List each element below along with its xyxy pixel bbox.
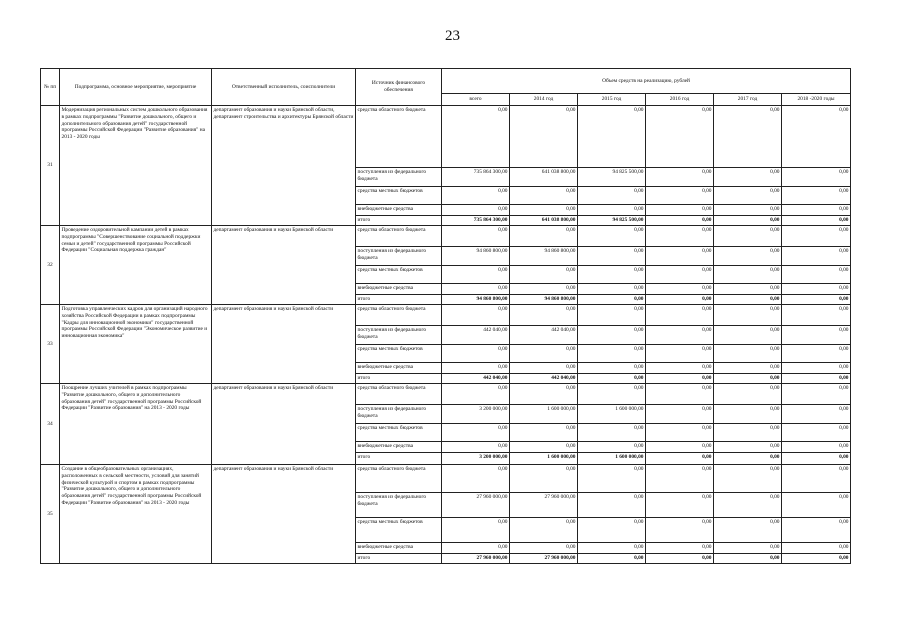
funding-source: средства областного бюджета xyxy=(356,106,442,168)
amount-cell: 0,00 xyxy=(442,363,510,374)
program-description: Модернизация региональных систем дошкольного образования в рамках подпрограммы "Развитие дошкольного, общего и дополнительного образования детей" государственной программы Российской Федерации "Развитие образования" на 2013 - 2020 годы xyxy=(60,106,212,226)
program-description: Проведение оздоровительной кампании детей в рамках подпрограммы "Совершенствование социальной поддержки семьи и детей" государственной программы Российской Федерации "Социальная поддержка граждан" xyxy=(60,226,212,305)
amount-cell: 442 040,00 xyxy=(510,326,578,345)
row-number: 34 xyxy=(41,384,60,465)
amount-cell: 0,00 xyxy=(442,424,510,442)
amount-cell: 0,00 xyxy=(714,216,782,226)
amount-cell: 0,00 xyxy=(578,345,646,363)
amount-cell: 0,00 xyxy=(714,205,782,216)
amount-cell: 0,00 xyxy=(714,266,782,284)
amount-cell: 0,00 xyxy=(578,205,646,216)
header-program: Подпрограмма, основное мероприятие, мероприятие xyxy=(60,69,212,106)
table-row xyxy=(41,305,851,326)
funding-source: поступления из федерального бюджета xyxy=(356,493,442,518)
funding-source: итого xyxy=(356,374,442,384)
amount-cell: 0,00 xyxy=(714,453,782,465)
amount-cell: 27 960 000,00 xyxy=(442,493,510,518)
header-source: Источник финансового обеспечения xyxy=(356,69,442,106)
amount-cell: 0,00 xyxy=(714,493,782,518)
header-2015: 2015 год xyxy=(578,94,646,106)
amount-cell: 0,00 xyxy=(646,187,714,205)
amount-cell: 0,00 xyxy=(782,106,851,168)
amount-cell: 0,00 xyxy=(578,226,646,247)
amount-cell: 0,00 xyxy=(510,518,578,543)
program-description: Поощрение лучших учителей в рамках подпрограммы "Развитие дошкольного, общего и дополнительного образования детей" государственной программы Российской Федерации "Развитие образования" на 2013 - 2020 годы xyxy=(60,384,212,465)
amount-cell: 0,00 xyxy=(782,326,851,345)
amount-cell: 94 860 800,00 xyxy=(442,295,510,305)
amount-cell: 0,00 xyxy=(714,374,782,384)
amount-cell: 0,00 xyxy=(442,305,510,326)
header-2017: 2017 год xyxy=(714,94,782,106)
amount-cell: 442 040,00 xyxy=(510,374,578,384)
funding-source: средства местных бюджетов xyxy=(356,518,442,543)
amount-cell: 0,00 xyxy=(714,384,782,405)
amount-cell: 0,00 xyxy=(782,284,851,295)
amount-cell: 0,00 xyxy=(714,424,782,442)
amount-cell: 94 860 800,00 xyxy=(510,247,578,266)
amount-cell: 0,00 xyxy=(578,465,646,493)
amount-cell: 0,00 xyxy=(782,442,851,453)
table-body xyxy=(41,106,851,564)
amount-cell: 0,00 xyxy=(782,465,851,493)
amount-cell: 0,00 xyxy=(646,405,714,424)
responsible-executor: департамент образования и науки Брянской области, департамент строительства и архитектуры Брянской области xyxy=(212,106,356,226)
amount-cell: 0,00 xyxy=(646,168,714,187)
amount-cell: 0,00 xyxy=(714,106,782,168)
amount-cell: 641 038 800,00 xyxy=(510,216,578,226)
amount-cell: 0,00 xyxy=(782,424,851,442)
amount-cell: 0,00 xyxy=(782,554,851,564)
header-no: № пп xyxy=(41,69,60,106)
amount-cell: 27 960 000,00 xyxy=(442,554,510,564)
amount-cell: 0,00 xyxy=(782,216,851,226)
amount-cell: 0,00 xyxy=(510,363,578,374)
funding-source: поступления из федерального бюджета xyxy=(356,405,442,424)
funding-source: итого xyxy=(356,295,442,305)
amount-cell: 0,00 xyxy=(510,205,578,216)
amount-cell: 442 040,00 xyxy=(442,374,510,384)
amount-cell: 0,00 xyxy=(442,106,510,168)
amount-cell: 1 600 000,00 xyxy=(578,453,646,465)
amount-cell: 0,00 xyxy=(646,384,714,405)
amount-cell: 0,00 xyxy=(782,384,851,405)
amount-cell: 0,00 xyxy=(646,326,714,345)
table-row xyxy=(41,465,851,493)
amount-cell: 0,00 xyxy=(782,493,851,518)
responsible-executor: департамент образования и науки Брянской области xyxy=(212,226,356,305)
amount-cell: 0,00 xyxy=(646,226,714,247)
amount-cell: 0,00 xyxy=(714,543,782,554)
amount-cell: 0,00 xyxy=(578,106,646,168)
amount-cell: 0,00 xyxy=(782,266,851,284)
amount-cell: 0,00 xyxy=(510,284,578,295)
table-row xyxy=(41,226,851,247)
funding-source: средства областного бюджета xyxy=(356,305,442,326)
amount-cell: 0,00 xyxy=(646,554,714,564)
funding-source: средства областного бюджета xyxy=(356,226,442,247)
amount-cell: 0,00 xyxy=(578,326,646,345)
funding-source: средства местных бюджетов xyxy=(356,266,442,284)
amount-cell: 0,00 xyxy=(714,518,782,543)
amount-cell: 0,00 xyxy=(714,554,782,564)
amount-cell: 0,00 xyxy=(510,187,578,205)
amount-cell: 0,00 xyxy=(714,363,782,374)
amount-cell: 0,00 xyxy=(782,168,851,187)
amount-cell: 0,00 xyxy=(510,345,578,363)
funding-source: средства местных бюджетов xyxy=(356,187,442,205)
amount-cell: 0,00 xyxy=(714,442,782,453)
row-number: 31 xyxy=(41,106,60,226)
amount-cell: 1 600 000,00 xyxy=(578,405,646,424)
funding-source: поступления из федерального бюджета xyxy=(356,247,442,266)
amount-cell: 0,00 xyxy=(646,295,714,305)
amount-cell: 735 864 300,00 xyxy=(442,216,510,226)
amount-cell: 94 860 800,00 xyxy=(442,247,510,266)
amount-cell: 0,00 xyxy=(578,266,646,284)
amount-cell: 0,00 xyxy=(714,168,782,187)
amount-cell: 0,00 xyxy=(782,345,851,363)
amount-cell: 0,00 xyxy=(510,465,578,493)
amount-cell: 0,00 xyxy=(578,374,646,384)
amount-cell: 0,00 xyxy=(510,424,578,442)
amount-cell: 0,00 xyxy=(646,363,714,374)
amount-cell: 0,00 xyxy=(782,374,851,384)
amount-cell: 0,00 xyxy=(510,543,578,554)
table-row xyxy=(41,384,851,405)
amount-cell: 0,00 xyxy=(714,465,782,493)
table-row xyxy=(41,106,851,168)
amount-cell: 0,00 xyxy=(782,453,851,465)
amount-cell: 0,00 xyxy=(442,284,510,295)
amount-cell: 0,00 xyxy=(714,295,782,305)
funding-source: внебюджетные средства xyxy=(356,363,442,374)
amount-cell: 0,00 xyxy=(442,187,510,205)
program-description: Подготовка управленческих кадров для организаций народного хозяйства Российской Федерации в рамках подпрограммы "Кадры для инновационной экономики" государственной программы Российской Федерации "Экономическое развитие и инновационная экономика" xyxy=(60,305,212,384)
amount-cell: 0,00 xyxy=(442,518,510,543)
amount-cell: 0,00 xyxy=(782,205,851,216)
amount-cell: 0,00 xyxy=(782,247,851,266)
budget-table xyxy=(40,68,851,564)
header-2014: 2014 год xyxy=(510,94,578,106)
amount-cell: 0,00 xyxy=(714,305,782,326)
amount-cell: 0,00 xyxy=(510,266,578,284)
amount-cell: 0,00 xyxy=(646,284,714,295)
amount-cell: 0,00 xyxy=(442,205,510,216)
amount-cell: 0,00 xyxy=(442,384,510,405)
amount-cell: 0,00 xyxy=(442,543,510,554)
amount-cell: 0,00 xyxy=(646,374,714,384)
amount-cell: 0,00 xyxy=(714,187,782,205)
amount-cell: 0,00 xyxy=(782,518,851,543)
funding-source: внебюджетные средства xyxy=(356,284,442,295)
header-2018-2020: 2018 -2020 годы xyxy=(782,94,851,106)
amount-cell: 735 864 300,00 xyxy=(442,168,510,187)
row-number: 35 xyxy=(41,465,60,564)
amount-cell: 0,00 xyxy=(442,465,510,493)
header-total: всего xyxy=(442,94,510,106)
amount-cell: 0,00 xyxy=(578,554,646,564)
header-volume: Объем средств на реализацию, рублей xyxy=(442,69,851,94)
amount-cell: 0,00 xyxy=(646,424,714,442)
funding-source: средства местных бюджетов xyxy=(356,424,442,442)
amount-cell: 3 200 000,00 xyxy=(442,453,510,465)
responsible-executor: департамент образования и науки Брянской области xyxy=(212,465,356,564)
amount-cell: 0,00 xyxy=(578,384,646,405)
amount-cell: 0,00 xyxy=(510,384,578,405)
funding-source: итого xyxy=(356,216,442,226)
funding-source: поступления из федерального бюджета xyxy=(356,168,442,187)
amount-cell: 641 038 800,00 xyxy=(510,168,578,187)
funding-source: итого xyxy=(356,554,442,564)
page-number: 23 xyxy=(445,28,460,44)
amount-cell: 0,00 xyxy=(782,543,851,554)
amount-cell: 0,00 xyxy=(646,453,714,465)
responsible-executor: департамент образования и науки Брянской области xyxy=(212,305,356,384)
amount-cell: 0,00 xyxy=(646,247,714,266)
amount-cell: 0,00 xyxy=(510,305,578,326)
amount-cell: 0,00 xyxy=(646,345,714,363)
amount-cell: 0,00 xyxy=(442,266,510,284)
header-executor: Ответственный исполнитель, соисполнители xyxy=(212,69,356,106)
amount-cell: 0,00 xyxy=(714,247,782,266)
amount-cell: 0,00 xyxy=(782,295,851,305)
amount-cell: 0,00 xyxy=(714,284,782,295)
funding-source: поступления из федерального бюджета xyxy=(356,326,442,345)
amount-cell: 0,00 xyxy=(578,295,646,305)
amount-cell: 3 200 000,00 xyxy=(442,405,510,424)
amount-cell: 0,00 xyxy=(578,424,646,442)
row-number: 33 xyxy=(41,305,60,384)
amount-cell: 0,00 xyxy=(646,106,714,168)
amount-cell: 1 600 000,00 xyxy=(510,453,578,465)
amount-cell: 442 040,00 xyxy=(442,326,510,345)
funding-source: средства областного бюджета xyxy=(356,465,442,493)
funding-source: итого xyxy=(356,453,442,465)
amount-cell: 0,00 xyxy=(782,405,851,424)
funding-source: средства местных бюджетов xyxy=(356,345,442,363)
amount-cell: 0,00 xyxy=(782,305,851,326)
amount-cell: 0,00 xyxy=(646,266,714,284)
amount-cell: 0,00 xyxy=(578,305,646,326)
amount-cell: 0,00 xyxy=(782,187,851,205)
amount-cell: 0,00 xyxy=(578,493,646,518)
funding-source: средства областного бюджета xyxy=(356,384,442,405)
amount-cell: 0,00 xyxy=(646,493,714,518)
amount-cell: 1 600 000,00 xyxy=(510,405,578,424)
amount-cell: 94 825 500,00 xyxy=(578,216,646,226)
amount-cell: 0,00 xyxy=(510,226,578,247)
amount-cell: 0,00 xyxy=(714,326,782,345)
amount-cell: 27 960 000,00 xyxy=(510,493,578,518)
header-2016: 2016 год xyxy=(646,94,714,106)
amount-cell: 0,00 xyxy=(442,345,510,363)
amount-cell: 0,00 xyxy=(578,187,646,205)
funding-source: внебюджетные средства xyxy=(356,205,442,216)
amount-cell: 27 960 000,00 xyxy=(510,554,578,564)
amount-cell: 0,00 xyxy=(578,284,646,295)
amount-cell: 0,00 xyxy=(646,305,714,326)
amount-cell: 0,00 xyxy=(578,518,646,543)
amount-cell: 0,00 xyxy=(714,226,782,247)
amount-cell: 0,00 xyxy=(578,247,646,266)
amount-cell: 0,00 xyxy=(782,363,851,374)
row-number: 32 xyxy=(41,226,60,305)
amount-cell: 0,00 xyxy=(510,106,578,168)
responsible-executor: департамент образования и науки Брянской области xyxy=(212,384,356,465)
amount-cell: 0,00 xyxy=(782,226,851,247)
amount-cell: 0,00 xyxy=(646,465,714,493)
amount-cell: 0,00 xyxy=(578,543,646,554)
amount-cell: 0,00 xyxy=(578,363,646,374)
amount-cell: 0,00 xyxy=(714,345,782,363)
amount-cell: 94 860 800,00 xyxy=(510,295,578,305)
amount-cell: 0,00 xyxy=(646,216,714,226)
funding-source: внебюджетные средства xyxy=(356,543,442,554)
amount-cell: 0,00 xyxy=(646,205,714,216)
amount-cell: 0,00 xyxy=(646,518,714,543)
funding-source: внебюджетные средства xyxy=(356,442,442,453)
amount-cell: 0,00 xyxy=(578,442,646,453)
amount-cell: 94 825 500,00 xyxy=(578,168,646,187)
amount-cell: 0,00 xyxy=(442,442,510,453)
amount-cell: 0,00 xyxy=(442,226,510,247)
program-description: Создание в общеобразовательных организациях, расположенных в сельской местности, условий для занятий физической культурой и спортом в рамках подпрограммы "Развитие дошкольного, общего и дополнительного образования детей" государственной программы Российской Федерации "Развитие образования" на 2013 - 2020 годы xyxy=(60,465,212,564)
amount-cell: 0,00 xyxy=(646,442,714,453)
amount-cell: 0,00 xyxy=(510,442,578,453)
amount-cell: 0,00 xyxy=(646,543,714,554)
amount-cell: 0,00 xyxy=(714,405,782,424)
